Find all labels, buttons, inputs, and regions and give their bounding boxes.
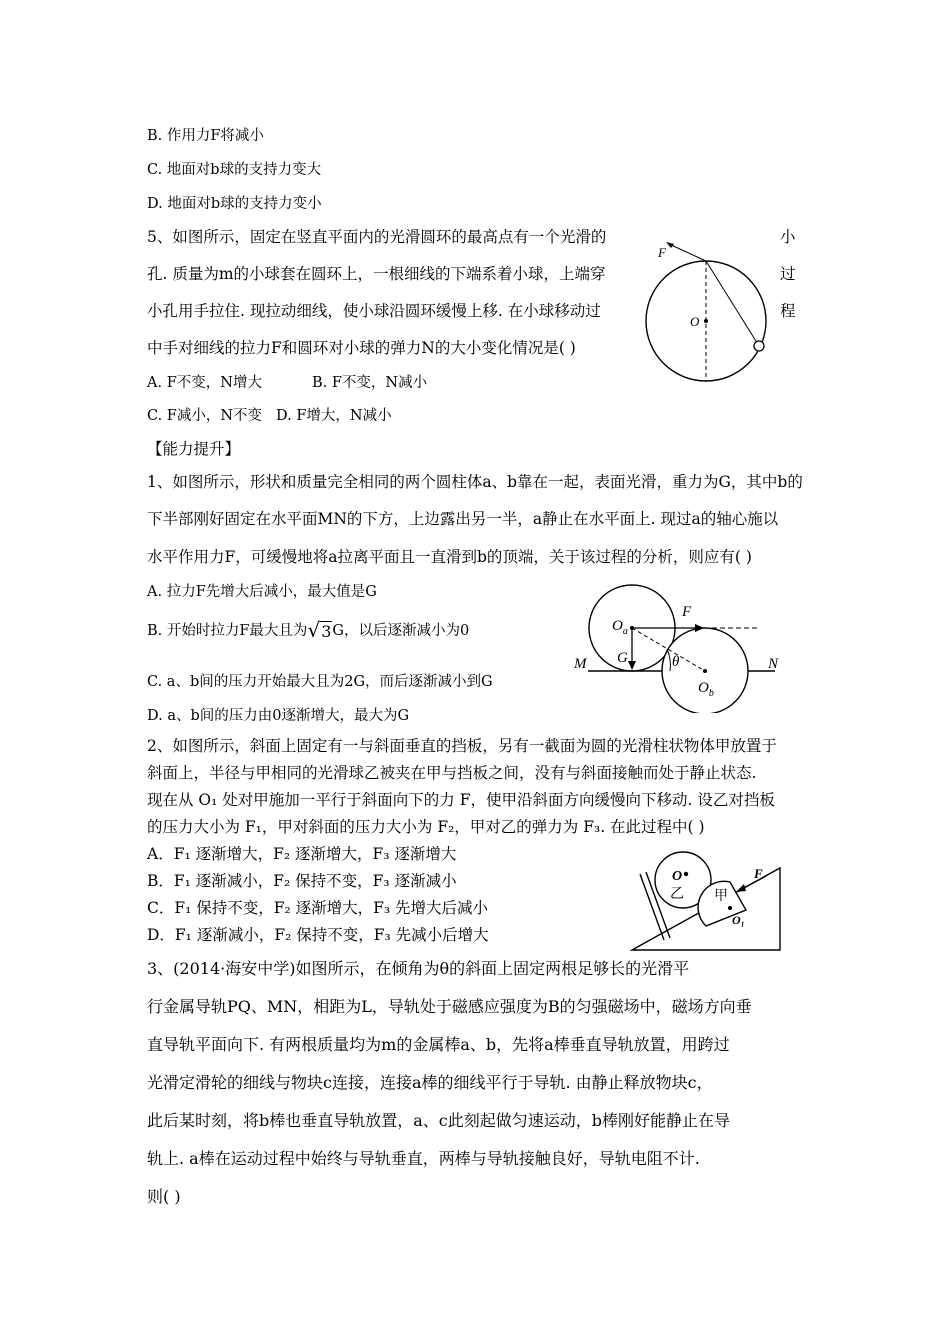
- sqrt-symbol: √3: [307, 618, 332, 642]
- cylinders-figure: [570, 578, 785, 713]
- q5-line4: 中手对细线的拉力F和圆环对小球的弹力N的大小变化情况是( ): [147, 339, 576, 357]
- q5-line3-end: 程: [780, 302, 796, 320]
- q5-line1-end: 小: [780, 228, 796, 246]
- q5-option-a: A. F不变，N增大: [147, 375, 262, 391]
- label-F: F: [658, 245, 666, 260]
- label-O: O: [672, 869, 683, 884]
- ab-q2-option-a: A．F₁ 逐渐增大，F₂ 逐渐增大，F₃ 逐渐增大: [147, 845, 457, 863]
- gravity-arrowhead: [628, 661, 636, 670]
- option-c: C. 地面对b球的支持力变大: [147, 162, 322, 178]
- ab-q1-line2: 下半部刚好固定在水平面MN的下方，上边露出另一半，a静止在水平面上. 现过a的轴心施以: [147, 510, 779, 528]
- label-O: O: [690, 314, 700, 329]
- label-M: M: [574, 656, 587, 672]
- ab-q2-line2: 斜面上，半径与甲相同的光滑球乙被夹在甲与挡板之间，没有与斜面接触而处于静止状态.: [147, 764, 757, 782]
- q3-line3: 直导轨平面向下. 有两根质量均为m的金属棒a、b，先将a棒垂直导轨放置，用跨过: [147, 1035, 730, 1054]
- ab-q2-option-b: B．F₁ 逐渐减小，F₂ 保持不变，F₃ 逐渐减小: [147, 872, 457, 890]
- force-F-arrowhead: [736, 884, 746, 892]
- ab-q2-line4: 的压力大小为 F₁，甲对斜面的压力大小为 F₂，甲对乙的弹力为 F₃. 在此过程中( ): [147, 818, 705, 836]
- ab-q1-line1: 1、如图所示，形状和质量完全相同的两个圆柱体a、b靠在一起，表面光滑，重力为G，其中b的: [147, 473, 803, 491]
- center-O: [684, 872, 688, 876]
- option-d: D. 地面对b球的支持力变小: [147, 196, 322, 212]
- q5-option-b: B. F不变，N减小: [312, 375, 428, 391]
- q5-option-c: C. F减小，N不变: [147, 408, 263, 424]
- q5-line3: 小孔用手拉住. 现拉动细线，使小球沿圆环缓慢上移. 在小球移动过: [147, 302, 601, 320]
- q3-line7: 则( ): [147, 1187, 181, 1206]
- ab-q1-line3: 水平作用力F，可缓慢地将a拉离平面且一直滑到b的顶端，关于该过程的分析，则应有( ): [147, 548, 752, 566]
- q5-line2: 孔. 质量为m的小球套在圆环上，一根细线的下端系着小球，上端穿: [147, 265, 606, 283]
- string-line: [706, 261, 759, 346]
- ab-q1-option-b: [147, 620, 469, 642]
- label-yi: 乙: [670, 887, 684, 902]
- q5-line2-end: 过: [780, 265, 796, 283]
- sqrt-radicand: 3: [321, 622, 332, 641]
- ab-q1-option-a: A. 拉力F先增大后减小，最大值是G: [147, 584, 377, 600]
- q3-line1: 3、(2014·海安中学)如图所示，在倾角为θ的斜面上固定两根足够长的光滑平: [147, 959, 690, 978]
- label-jia: 甲: [714, 889, 728, 904]
- incline-figure: [620, 840, 795, 955]
- ab-q1-option-b-suffix: G，以后逐渐减小为0: [332, 623, 470, 639]
- ab-q2-line1: 2、如图所示，斜面上固定有一与斜面垂直的挡板，另有一截面为圆的光滑柱状物体甲放置于: [147, 737, 777, 755]
- label-Oa: $O_a$: [612, 618, 628, 637]
- q5-line1: 5、如图所示，固定在竖直平面内的光滑圆环的最高点有一个光滑的: [147, 228, 607, 246]
- ab-q2-line3: 现在从 O₁ 处对甲施加一平行于斜面向下的力 F，使甲沿斜面方向缓慢向下移动. 设乙对挡板: [147, 791, 775, 809]
- q3-line4: 光滑定滑轮的细线与物块c连接，连接a棒的细线平行于导轨. 由静止释放物块c，: [147, 1073, 713, 1092]
- q3-line5: 此后某时刻，将b棒也垂直导轨放置，a、c此刻起做匀速运动，b棒刚好能静止在导: [147, 1111, 730, 1130]
- label-F: F: [682, 604, 692, 620]
- label-F: F: [754, 866, 763, 881]
- ab-q1-option-c: C. a、b间的压力开始最大且为2G，而后逐渐减小到G: [147, 674, 493, 690]
- section-header-ability: 【能力提升】: [147, 440, 241, 458]
- ring-figure: [640, 235, 780, 385]
- q3-line6: 轨上. a棒在运动过程中始终与导轨垂直，两棒与导轨接触良好，导轨电阻不计.: [147, 1149, 700, 1168]
- force-arrow-line: [669, 244, 706, 261]
- label-N: N: [768, 656, 779, 672]
- q5-option-d: D. F增大，N减小: [276, 408, 392, 424]
- label-Ob: $O_b$: [698, 680, 714, 699]
- ab-q1-option-b-prefix: B. 开始时拉力F最大且为: [147, 623, 308, 639]
- center-O1: [728, 906, 732, 910]
- label-O1: O₁: [732, 913, 745, 927]
- label-G: G: [617, 650, 628, 666]
- ab-q2-option-c: C．F₁ 保持不变，F₂ 逐渐增大，F₃ 先增大后减小: [147, 899, 489, 917]
- force-arrowhead: [666, 242, 674, 248]
- option-b: B. 作用力F将减小: [147, 128, 264, 144]
- center-dot: [704, 319, 708, 323]
- ab-q2-option-d: D．F₁ 逐渐减小，F₂ 保持不变，F₃ 先减小后增大: [147, 926, 489, 944]
- ab-q1-option-d: D. a、b间的压力由0逐渐增大，最大为G: [147, 708, 410, 724]
- small-ball: [754, 341, 764, 351]
- q3-line2: 行金属导轨PQ、MN，相距为L，导轨处于磁感应强度为B的匀强磁场中，磁场方向垂: [147, 997, 752, 1016]
- label-theta: θ: [672, 654, 680, 670]
